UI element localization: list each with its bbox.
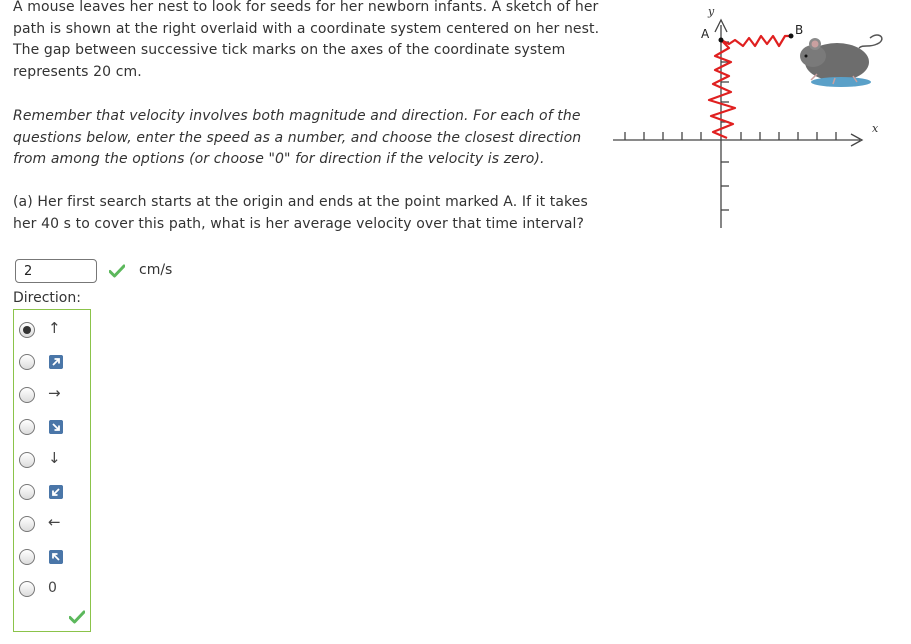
- arrow-left-icon: ←: [48, 513, 61, 531]
- point-b-label: B: [795, 23, 804, 37]
- problem-intro: A mouse leaves her nest to look for seeds for her newborn infants. A sketch of her path is shown at the right overlaid with a coordinate system centered on her nest. The gap between successive tick marks on the axes of the coordinate system represents 20 cm.: [13, 0, 600, 81]
- arrow-right-icon: →: [48, 384, 61, 402]
- radio-button[interactable]: [19, 322, 35, 338]
- radio-button[interactable]: [19, 452, 35, 468]
- y-axis-label: y: [708, 5, 715, 18]
- correct-check-icon: [109, 264, 125, 278]
- radio-button[interactable]: [19, 484, 35, 500]
- radio-button[interactable]: [19, 581, 35, 597]
- direction-option-up-right[interactable]: [19, 353, 85, 375]
- part-a-question: (a) Her first search starts at the origin and ends at the point marked A. If it takes her 40 s to cover this path, what is her average velocity over that time interval?: [13, 194, 588, 232]
- problem-instructions: Remember that velocity involves both magnitude and direction. For each of the questions below, enter the speed as a number, and choose the closest direction from among the options (or choose "0" for direction if the velocity is zero).: [13, 108, 582, 168]
- direction-option-left[interactable]: [19, 515, 85, 537]
- direction-option-down[interactable]: [19, 451, 85, 473]
- direction-label: Direction:: [13, 290, 81, 306]
- speed-unit: cm/s: [139, 262, 173, 278]
- x-axis-label: x: [872, 122, 879, 135]
- arrow-down-left-icon: [49, 485, 63, 499]
- point-a-label: A: [701, 27, 710, 41]
- arrow-up-right-icon: [49, 355, 63, 369]
- direction-option-up-left[interactable]: [19, 548, 85, 570]
- direction-option-up[interactable]: [19, 321, 85, 343]
- radio-button[interactable]: [19, 516, 35, 532]
- mouse-path-figure: [605, 0, 905, 240]
- correct-check-icon: [69, 610, 85, 624]
- arrow-down-right-icon: [49, 420, 63, 434]
- arrow-up-left-icon: [49, 550, 63, 564]
- direction-options: [13, 309, 91, 632]
- arrow-up-icon: ↑: [48, 319, 61, 337]
- radio-button[interactable]: [19, 354, 35, 370]
- direction-option-down-right[interactable]: [19, 418, 85, 440]
- point-a-marker: [719, 38, 724, 43]
- mouse-icon: [800, 35, 882, 87]
- zero-label: 0: [48, 580, 57, 596]
- direction-option-right[interactable]: [19, 386, 85, 408]
- direction-option-down-left[interactable]: [19, 483, 85, 505]
- radio-button[interactable]: [19, 387, 35, 403]
- speed-input[interactable]: [15, 259, 97, 283]
- radio-button[interactable]: [19, 419, 35, 435]
- point-b-marker: [789, 34, 794, 39]
- radio-button[interactable]: [19, 549, 35, 565]
- direction-option-zero[interactable]: [19, 580, 85, 602]
- arrow-down-icon: ↓: [48, 449, 61, 467]
